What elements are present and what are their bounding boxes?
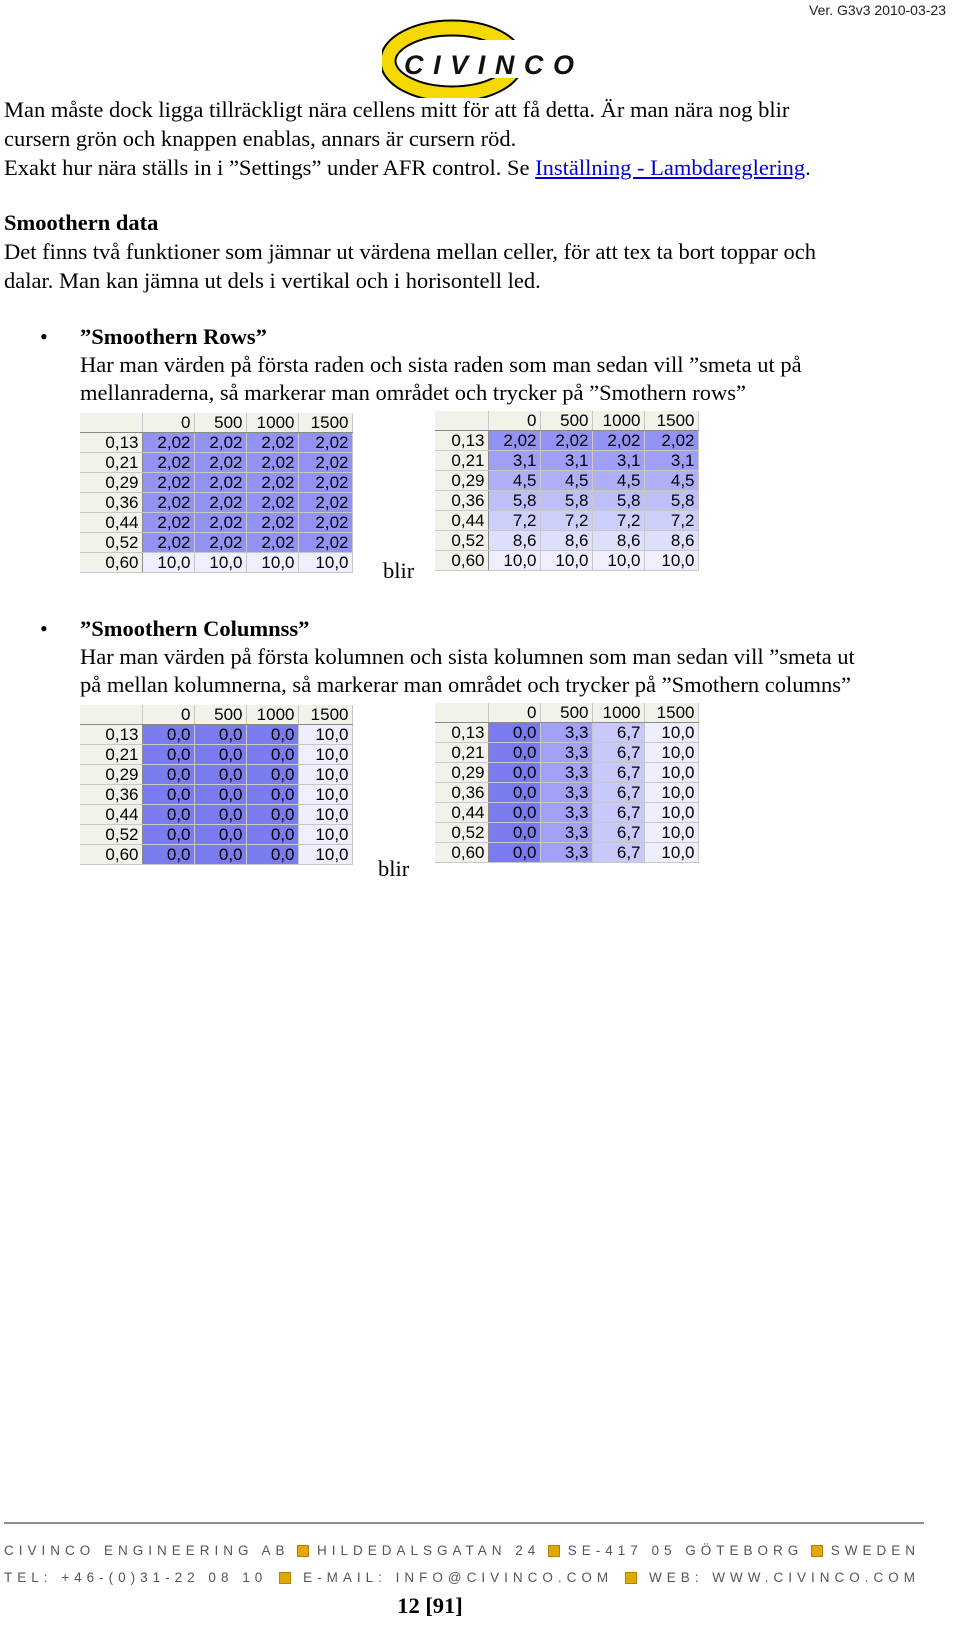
- map-cell[interactable]: 0,0: [142, 805, 194, 825]
- row-header: 0,60: [80, 553, 142, 573]
- map-cell[interactable]: 5,8: [488, 491, 540, 511]
- map-cell[interactable]: 10,0: [298, 805, 352, 825]
- column-header: 500: [540, 411, 592, 431]
- map-cell[interactable]: 0,0: [194, 805, 246, 825]
- row-header: 0,13: [80, 433, 142, 453]
- map-cell[interactable]: 2,02: [488, 431, 540, 451]
- map-cell[interactable]: 7,2: [592, 511, 644, 531]
- map-cell[interactable]: 6,7: [592, 823, 644, 843]
- map-cell[interactable]: 5,8: [644, 491, 698, 511]
- table-header-row: [435, 411, 698, 431]
- map-cell[interactable]: 10,0: [298, 745, 352, 765]
- table-row: [435, 723, 698, 743]
- map-cell[interactable]: 2,02: [142, 473, 194, 493]
- map-cell[interactable]: 2,02: [142, 513, 194, 533]
- column-header: 1000: [246, 413, 298, 433]
- columns-text-1: Har man värden på första kolumnen och sista kolumnen som man sedan vill ”smeta ut: [80, 644, 855, 669]
- footer-item: HILDEDALSGATAN 24: [316, 1543, 541, 1558]
- svg-text:CIVINCO: CIVINCO: [404, 50, 574, 80]
- column-header: 0: [142, 413, 194, 433]
- map-cell[interactable]: 10,0: [644, 723, 698, 743]
- map-cell[interactable]: 10,0: [592, 551, 644, 571]
- map-cell[interactable]: 3,3: [540, 823, 592, 843]
- intro-paragraph: [4, 95, 949, 182]
- map-cell[interactable]: 4,5: [592, 471, 644, 491]
- row-header: 0,52: [80, 825, 142, 845]
- column-header: 1500: [644, 703, 698, 723]
- map-cell[interactable]: 10,0: [644, 823, 698, 843]
- map-cell[interactable]: 8,6: [592, 531, 644, 551]
- map-cell[interactable]: 2,02: [194, 493, 246, 513]
- map-cell[interactable]: 3,1: [488, 451, 540, 471]
- footer-item: TEL: +46-(0)31-22 08 10: [4, 1570, 268, 1585]
- map-cell[interactable]: 10,0: [142, 553, 194, 573]
- map-cell[interactable]: 0,0: [246, 825, 298, 845]
- map-cell[interactable]: 3,1: [592, 451, 644, 471]
- map-cell[interactable]: 2,02: [142, 493, 194, 513]
- map-cell[interactable]: 3,3: [540, 843, 592, 863]
- map-cell[interactable]: 10,0: [644, 803, 698, 823]
- row-header: 0,52: [435, 823, 488, 843]
- map-cell[interactable]: 7,2: [540, 511, 592, 531]
- grid-corner-cell: [80, 413, 142, 433]
- row-header: 0,52: [80, 533, 142, 553]
- map-cell[interactable]: 2,02: [194, 473, 246, 493]
- map-cell[interactable]: 8,6: [488, 531, 540, 551]
- table-row: [80, 785, 352, 805]
- table-row: [80, 825, 352, 845]
- map-cell[interactable]: 4,5: [644, 471, 698, 491]
- intro-line-3: [4, 153, 949, 182]
- map-cell[interactable]: 0,0: [488, 803, 540, 823]
- intro-line-1: Man måste dock ligga tillräckligt nära cellens mitt för att få detta. Är man nära nog blir: [4, 97, 790, 122]
- blir-columns: blir: [378, 856, 410, 881]
- table-header-row: [80, 413, 352, 433]
- grid-corner-cell: [80, 705, 142, 725]
- rows-text-1: Har man värden på första raden och sista raden som man sedan vill ”smeta ut på: [80, 352, 802, 377]
- map-cell[interactable]: 8,6: [540, 531, 592, 551]
- table-row: [80, 493, 352, 513]
- map-cell[interactable]: 2,02: [194, 533, 246, 553]
- map-cell[interactable]: 0,0: [488, 823, 540, 843]
- table-row: [80, 513, 352, 533]
- table-row: [435, 491, 698, 511]
- map-cell[interactable]: 6,7: [592, 763, 644, 783]
- footer-contact-line: [4, 1570, 920, 1585]
- table-row: [80, 553, 352, 573]
- grid-corner-cell: [435, 411, 488, 431]
- map-cell[interactable]: 2,02: [194, 433, 246, 453]
- map-cell[interactable]: 5,8: [540, 491, 592, 511]
- map-cell[interactable]: 0,0: [194, 845, 246, 865]
- page-number: 12 [91]: [397, 1593, 463, 1618]
- column-header: 1500: [298, 413, 352, 433]
- map-cell[interactable]: 10,0: [298, 725, 352, 745]
- table-row: [435, 803, 698, 823]
- footer-item: WEB: WWW.CIVINCO.COM: [649, 1570, 920, 1585]
- map-cell[interactable]: 2,02: [246, 493, 298, 513]
- map-cell[interactable]: 2,02: [246, 513, 298, 533]
- column-header: 1000: [592, 703, 644, 723]
- rows-text-2: mellanraderna, så markerar man området och trycker på ”Smothern rows”: [80, 380, 746, 405]
- table-row: [80, 765, 352, 785]
- map-cell[interactable]: 10,0: [644, 783, 698, 803]
- map-cell[interactable]: 4,5: [488, 471, 540, 491]
- table-row: [80, 805, 352, 825]
- footer-rule: [4, 1522, 924, 1524]
- intro-line-3-suffix: .: [805, 155, 811, 180]
- row-header: 0,21: [80, 745, 142, 765]
- table-row: [435, 471, 698, 491]
- footer-separator-icon: [811, 1545, 823, 1557]
- map-cell[interactable]: 10,0: [246, 553, 298, 573]
- map-cell[interactable]: 0,0: [194, 745, 246, 765]
- map-table[interactable]: [435, 411, 699, 571]
- map-cell[interactable]: 6,7: [592, 783, 644, 803]
- row-header: 0,36: [435, 491, 488, 511]
- map-cell[interactable]: 2,02: [298, 453, 352, 473]
- map-cell[interactable]: 0,0: [246, 805, 298, 825]
- column-header: 1000: [592, 411, 644, 431]
- map-cell[interactable]: 10,0: [298, 553, 352, 573]
- map-cell[interactable]: 2,02: [246, 453, 298, 473]
- table-row: [80, 745, 352, 765]
- row-header: 0,36: [435, 783, 488, 803]
- table-row: [435, 451, 698, 471]
- map-cell[interactable]: 2,02: [298, 513, 352, 533]
- map-cell[interactable]: 10,0: [644, 551, 698, 571]
- footer-item: SWEDEN: [830, 1543, 920, 1558]
- footer-separator-icon: [279, 1572, 291, 1584]
- map-cell[interactable]: 10,0: [644, 743, 698, 763]
- table-header-row: [435, 703, 698, 723]
- row-header: 0,60: [80, 845, 142, 865]
- map-cell[interactable]: 0,0: [194, 765, 246, 785]
- table-row: [80, 453, 352, 473]
- smoothern-paragraph: [4, 208, 949, 295]
- grid-corner-cell: [435, 703, 488, 723]
- map-cell[interactable]: 0,0: [246, 725, 298, 745]
- smoothern-heading: Smoothern data: [4, 210, 159, 235]
- row-header: 0,13: [435, 723, 488, 743]
- row-header: 0,21: [80, 453, 142, 473]
- table-row: [80, 845, 352, 865]
- map-cell[interactable]: 3,3: [540, 803, 592, 823]
- map-cell[interactable]: 2,02: [298, 493, 352, 513]
- table-row: [435, 531, 698, 551]
- map-cell[interactable]: 0,0: [488, 783, 540, 803]
- map-cell[interactable]: 0,0: [488, 843, 540, 863]
- footer-separator-icon: [625, 1572, 637, 1584]
- map-cell[interactable]: 6,7: [592, 723, 644, 743]
- map-cell[interactable]: 10,0: [540, 551, 592, 571]
- map-cell[interactable]: 7,2: [488, 511, 540, 531]
- column-header: 1500: [644, 411, 698, 431]
- map-table[interactable]: [80, 705, 353, 865]
- columns-heading: ”Smoothern Columnss”: [80, 616, 310, 641]
- column-header: 0: [488, 703, 540, 723]
- table-row: [435, 551, 698, 571]
- table-row: [80, 533, 352, 553]
- map-cell[interactable]: 3,3: [540, 743, 592, 763]
- row-header: 0,21: [435, 743, 488, 763]
- map-cell[interactable]: 2,02: [246, 473, 298, 493]
- map-cell[interactable]: 0,0: [142, 845, 194, 865]
- map-cell[interactable]: 0,0: [142, 725, 194, 745]
- map-cell[interactable]: 4,5: [540, 471, 592, 491]
- column-header: 500: [540, 703, 592, 723]
- column-header: 0: [142, 705, 194, 725]
- map-cell[interactable]: 10,0: [298, 765, 352, 785]
- row-header: 0,44: [80, 513, 142, 533]
- table-row: [80, 473, 352, 493]
- map-cell[interactable]: 7,2: [644, 511, 698, 531]
- map-cell[interactable]: 3,3: [540, 763, 592, 783]
- version-label: Ver. G3v3 2010-03-23: [809, 2, 946, 18]
- map-cell[interactable]: 2,02: [246, 433, 298, 453]
- map-cell[interactable]: 8,6: [644, 531, 698, 551]
- table-row: [80, 725, 352, 745]
- row-header: 0,60: [435, 551, 488, 571]
- map-cell[interactable]: 3,3: [540, 723, 592, 743]
- map-cell[interactable]: 6,7: [592, 803, 644, 823]
- row-header: 0,52: [435, 531, 488, 551]
- map-cell[interactable]: 2,02: [644, 431, 698, 451]
- map-cell[interactable]: 0,0: [142, 825, 194, 845]
- row-header: 0,13: [435, 431, 488, 451]
- map-cell[interactable]: 0,0: [246, 785, 298, 805]
- map-cell[interactable]: 2,02: [142, 533, 194, 553]
- civinco-logo: [382, 14, 577, 98]
- map-cell[interactable]: 0,0: [488, 743, 540, 763]
- map-cell[interactable]: 0,0: [488, 723, 540, 743]
- map-cell[interactable]: 0,0: [246, 845, 298, 865]
- map-cell[interactable]: 10,0: [488, 551, 540, 571]
- smoothern-text-1: Det finns två funktioner som jämnar ut värdena mellan celler, för att tex ta bort toppar och: [4, 239, 816, 264]
- bullet-columns: •: [40, 616, 48, 641]
- map-cell[interactable]: 2,02: [540, 431, 592, 451]
- row-header: 0,29: [435, 471, 488, 491]
- map-cell[interactable]: 0,0: [142, 785, 194, 805]
- map-cell[interactable]: 3,3: [540, 783, 592, 803]
- map-cell[interactable]: 3,1: [540, 451, 592, 471]
- map-cell[interactable]: 0,0: [194, 785, 246, 805]
- map-cell[interactable]: 0,0: [246, 765, 298, 785]
- column-header: 500: [194, 413, 246, 433]
- map-cell[interactable]: 0,0: [488, 763, 540, 783]
- map-cell[interactable]: 6,7: [592, 843, 644, 863]
- table-row: [435, 783, 698, 803]
- footer-item: CIVINCO ENGINEERING AB: [4, 1543, 290, 1558]
- map-cell[interactable]: 2,02: [142, 433, 194, 453]
- table-row: [435, 431, 698, 451]
- row-header: 0,44: [80, 805, 142, 825]
- footer-separator-icon: [297, 1545, 309, 1557]
- map-cell[interactable]: 10,0: [644, 843, 698, 863]
- row-header: 0,36: [80, 493, 142, 513]
- table-row: [435, 823, 698, 843]
- footer-separator-icon: [548, 1545, 560, 1557]
- map-cell[interactable]: 0,0: [194, 725, 246, 745]
- map-cell[interactable]: 2,02: [142, 453, 194, 473]
- footer-item: E-MAIL: INFO@CIVINCO.COM: [303, 1570, 614, 1585]
- blir-rows: blir: [383, 558, 415, 583]
- map-cell[interactable]: 0,0: [142, 745, 194, 765]
- row-header: 0,60: [435, 843, 488, 863]
- map-cell[interactable]: 10,0: [298, 825, 352, 845]
- intro-line-3-prefix: Exakt hur nära ställs in i ”Settings” under AFR control. Se: [4, 155, 536, 180]
- rows-heading: ”Smoothern Rows”: [80, 324, 267, 349]
- footer-address-line: [4, 1543, 920, 1558]
- footer-item: SE-417 05 GÖTEBORG: [567, 1543, 804, 1558]
- map-table[interactable]: [435, 703, 699, 863]
- map-cell[interactable]: 2,02: [298, 433, 352, 453]
- map-cell[interactable]: 10,0: [644, 763, 698, 783]
- column-header: 500: [194, 705, 246, 725]
- column-header: 1000: [246, 705, 298, 725]
- map-cell[interactable]: 6,7: [592, 743, 644, 763]
- table-row: [435, 743, 698, 763]
- column-header: 0: [488, 411, 540, 431]
- table-row: [435, 763, 698, 783]
- bullet-rows: •: [40, 324, 48, 349]
- map-cell[interactable]: 10,0: [194, 553, 246, 573]
- lambdareglering-link[interactable]: Inställning - Lambdareglering: [535, 155, 806, 180]
- row-header: 0,29: [80, 765, 142, 785]
- map-cell[interactable]: 3,1: [644, 451, 698, 471]
- row-header: 0,44: [435, 511, 488, 531]
- map-cell[interactable]: 2,02: [246, 533, 298, 553]
- map-cell[interactable]: 0,0: [142, 765, 194, 785]
- map-cell[interactable]: 0,0: [194, 825, 246, 845]
- map-cell[interactable]: 10,0: [298, 845, 352, 865]
- table-row: [435, 511, 698, 531]
- map-table[interactable]: [80, 413, 353, 573]
- row-header: 0,29: [80, 473, 142, 493]
- intro-line-2: cursern grön och knappen enablas, annars är cursern röd.: [4, 126, 517, 151]
- map-cell[interactable]: 2,02: [194, 453, 246, 473]
- map-cell[interactable]: 2,02: [194, 513, 246, 533]
- row-header: 0,13: [80, 725, 142, 745]
- table-row: [80, 433, 352, 453]
- column-header: 1500: [298, 705, 352, 725]
- row-header: 0,29: [435, 763, 488, 783]
- map-cell[interactable]: 5,8: [592, 491, 644, 511]
- table-row: [435, 843, 698, 863]
- map-cell[interactable]: 2,02: [298, 533, 352, 553]
- row-header: 0,21: [435, 451, 488, 471]
- map-cell[interactable]: 2,02: [298, 473, 352, 493]
- map-cell[interactable]: 0,0: [246, 745, 298, 765]
- columns-text-2: på mellan kolumnerna, så markerar man området och trycker på ”Smothern columns”: [80, 672, 851, 697]
- smoothern-text-2: dalar. Man kan jämna ut dels i vertikal och i horisontell led.: [4, 268, 541, 293]
- map-cell[interactable]: 10,0: [298, 785, 352, 805]
- row-header: 0,44: [435, 803, 488, 823]
- map-cell[interactable]: 2,02: [592, 431, 644, 451]
- row-header: 0,36: [80, 785, 142, 805]
- table-header-row: [80, 705, 352, 725]
